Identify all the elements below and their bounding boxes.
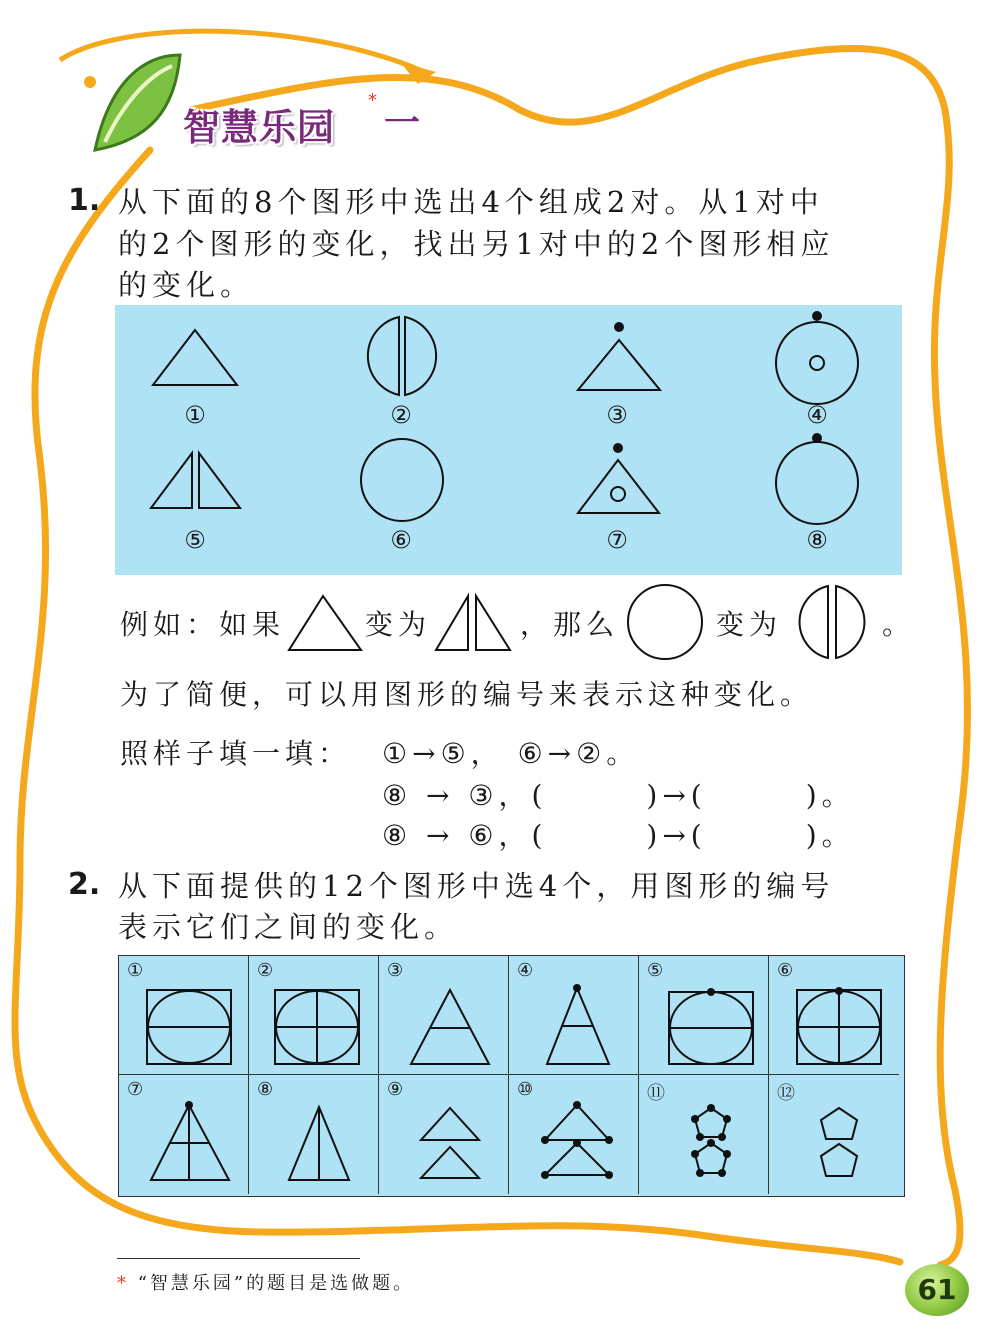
footnote-divider	[117, 1258, 360, 1259]
shape-1-triangle	[153, 330, 237, 385]
fill-example-line: ①→⑤， ⑥→②。	[382, 737, 640, 770]
grid-cell-5	[639, 956, 769, 1075]
footnote	[117, 1269, 414, 1295]
question-1-line-1: 从下面的8个图形中选出4个组成2对。从1对中	[118, 185, 824, 219]
grid-cell-11	[639, 1075, 769, 1194]
shape-label-4: ④	[806, 401, 828, 429]
cell-label: ①	[127, 960, 144, 981]
example-split-circle	[786, 582, 878, 662]
example-then: ，那么	[520, 608, 620, 641]
grid-cell-4	[509, 956, 639, 1075]
example-end: 。	[882, 608, 916, 641]
cell-label: ⑧	[257, 1079, 274, 1100]
grid-cell-3	[379, 956, 509, 1075]
shape-7-triangle-inner-dot	[578, 443, 659, 513]
shape-8-circle-dot	[776, 433, 858, 524]
grid-cell-1	[119, 956, 249, 1075]
shape-label-1: ①	[184, 401, 206, 429]
question-1-line-3: 的变化。	[118, 268, 255, 302]
fill-answer-line-2[interactable]: ⑧ → ⑥，( )→( )。	[382, 819, 855, 852]
example-prefix: 例如：如果	[120, 608, 286, 641]
cell-label: ⑪	[647, 1083, 665, 1104]
shape-label-2: ②	[390, 401, 412, 429]
grid-cell-12	[769, 1075, 899, 1194]
page-number: 61	[905, 1264, 969, 1316]
question-2-line-1: 从下面提供的12个图形中选4个，用图形的编号	[118, 869, 835, 903]
shape-label-7: ⑦	[606, 526, 628, 554]
fill-answer-line-1[interactable]: ⑧ → ③，( )→( )。	[382, 779, 855, 812]
shape-label-6: ⑥	[390, 526, 412, 554]
shapes-panel	[115, 305, 902, 575]
question-1-number: 1.	[68, 183, 101, 218]
cell-label: ④	[517, 960, 534, 981]
optional-star: *	[368, 90, 377, 111]
fill-label: 照样子填一填：	[120, 737, 352, 770]
grid-cell-8	[249, 1075, 379, 1194]
footnote-star: *	[117, 1273, 129, 1294]
shape-6-circle	[361, 439, 443, 521]
shape-2-split-circle	[368, 317, 436, 395]
section-title: 智慧乐园	[183, 106, 335, 149]
cell-label: ⑨	[387, 1079, 404, 1100]
grid-cell-9	[379, 1075, 509, 1194]
cell-label: ②	[257, 960, 274, 981]
footnote-text: “智慧乐园”的题目是选做题。	[137, 1273, 415, 1294]
example-becomes-1: 变为	[365, 608, 432, 641]
cell-label: ③	[387, 960, 404, 981]
grid-cell-10	[509, 1075, 639, 1194]
example-circle	[622, 582, 708, 662]
cell-label: ⑤	[647, 960, 664, 981]
shape-label-5: ⑤	[184, 526, 206, 554]
example-triangle	[285, 592, 365, 654]
explain-text: 为了简便，可以用图形的编号来表示这种变化。	[120, 678, 814, 711]
example-becomes-2: 变为	[716, 608, 783, 641]
shape-label-3: ③	[606, 401, 628, 429]
question-2-line-2: 表示它们之间的变化。	[118, 910, 459, 944]
grid-cell-6	[769, 956, 899, 1075]
cell-label: ⑦	[127, 1079, 144, 1100]
section-number: 一	[384, 103, 421, 144]
grid-cell-7	[119, 1075, 249, 1194]
cell-label: ⑥	[777, 960, 794, 981]
cell-label: ⑫	[777, 1083, 795, 1104]
question-1-line-2: 的2个图形的变化，找出另1对中的2个图形相应	[118, 227, 835, 261]
grid-cell-2	[249, 956, 379, 1075]
shapes-grid	[118, 955, 905, 1197]
example-split-triangle	[430, 592, 520, 654]
shapes-figure	[115, 305, 902, 575]
shape-5-split-triangle	[151, 453, 240, 508]
shape-label-8: ⑧	[806, 526, 828, 554]
cell-label: ⑩	[517, 1079, 534, 1100]
shape-3-triangle-dot	[578, 322, 660, 390]
question-2-number: 2.	[68, 867, 101, 902]
shape-4-circle-inner-dot	[776, 311, 858, 404]
